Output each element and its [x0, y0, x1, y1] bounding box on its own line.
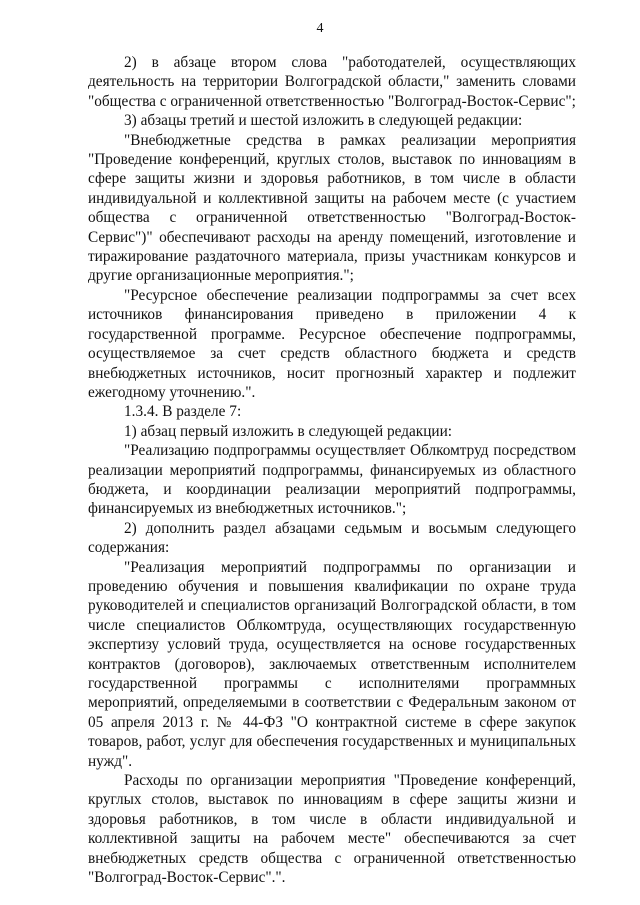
- paragraph-conference-expenses: Расходы по организации мероприятия "Проведение конференций, круглых столов, выставок по инновациям в сфере защиты жизни и здоровья работников, в том числе в области индивидуальной и коллективной защиты на рабочем месте" обеспечиваются за счет внебюджетных средств общества с ограниченной ответственностью "Волгоград-Восток-Сервис".".: [88, 772, 576, 887]
- paragraph-resource-provision: "Ресурсное обеспечение реализации подпрограммы за счет всех источников финансирования приведено в приложении 4 к государственной программе. Ресурсное обеспечение подпрограммы, осуществляемое за счет средств областного бюджета и средств внебюджетных источников, носит прогнозный характер и подлежит ежегодному уточнению.".: [88, 286, 576, 401]
- paragraph-training-implementation: "Реализация мероприятий подпрограммы по организации и проведению обучения и повышения квалификации по охране труда руководителей и специалистов организаций Волгоградской области, в том числе специалистов Облкомтруда, осуществляющих государственную экспертизу условий труда, осуществляется на основе государственных контрактов (договоров), заключаемых ответственным исполнителем государственной программы с исполнителями программных мероприятий, определяемыми в соответствии с Федеральным законом от 05 апреля 2013 г. № 44-ФЗ "О контрактной системе в сфере закупок товаров, работ, услуг для обеспечения государственных и муниципальных нужд".: [88, 558, 576, 770]
- document-body: [88, 53, 576, 887]
- paragraph-section-7-heading: 1.3.4. В разделе 7:: [124, 403, 242, 421]
- paragraph-amend-paragraphs-three-six: 3) абзацы третий и шестой изложить в следующей редакции:: [124, 112, 523, 130]
- paragraph-add-seventh-eighth: 2) дополнить раздел абзацами седьмым и восьмым следующего содержания:: [88, 519, 576, 557]
- paragraph-oblkomtrud-implementation: "Реализацию подпрограммы осуществляет Облкомтруд посредством реализации мероприятий подпрограммы, финансируемых из областного бюджета, и координации реализации мероприятий подпрограммы, финансируемых из внебюджетных источников.";: [88, 442, 576, 518]
- paragraph-amend-paragraph-two: 2) в абзаце втором слова "работодателей, осуществляющих деятельность на территории Волгоградской области," заменить словами "общества с ограниченной ответственностью "Волгоград-Восток-Сервис";: [88, 54, 576, 110]
- paragraph-amend-first-paragraph: 1) абзац первый изложить в следующей редакции:: [124, 422, 453, 440]
- paragraph-extrabudgetary-funds: "Внебюджетные средства в рамках реализации мероприятия "Проведение конференций, круглых столов, выставок по инновациям в сфере защиты жизни и здоровья работников, в том числе в области индивидуальной и коллективной защиты на рабочем месте (с участием общества с ограниченной ответственностью "Волгоград-Восток-Сервис")" обеспечивают расходы на аренду помещений, изготовление и тиражирование раздаточного материала, призы участникам конкурсов и другие организационные мероприятия.";: [88, 131, 576, 285]
- page-number: 4: [316, 21, 324, 36]
